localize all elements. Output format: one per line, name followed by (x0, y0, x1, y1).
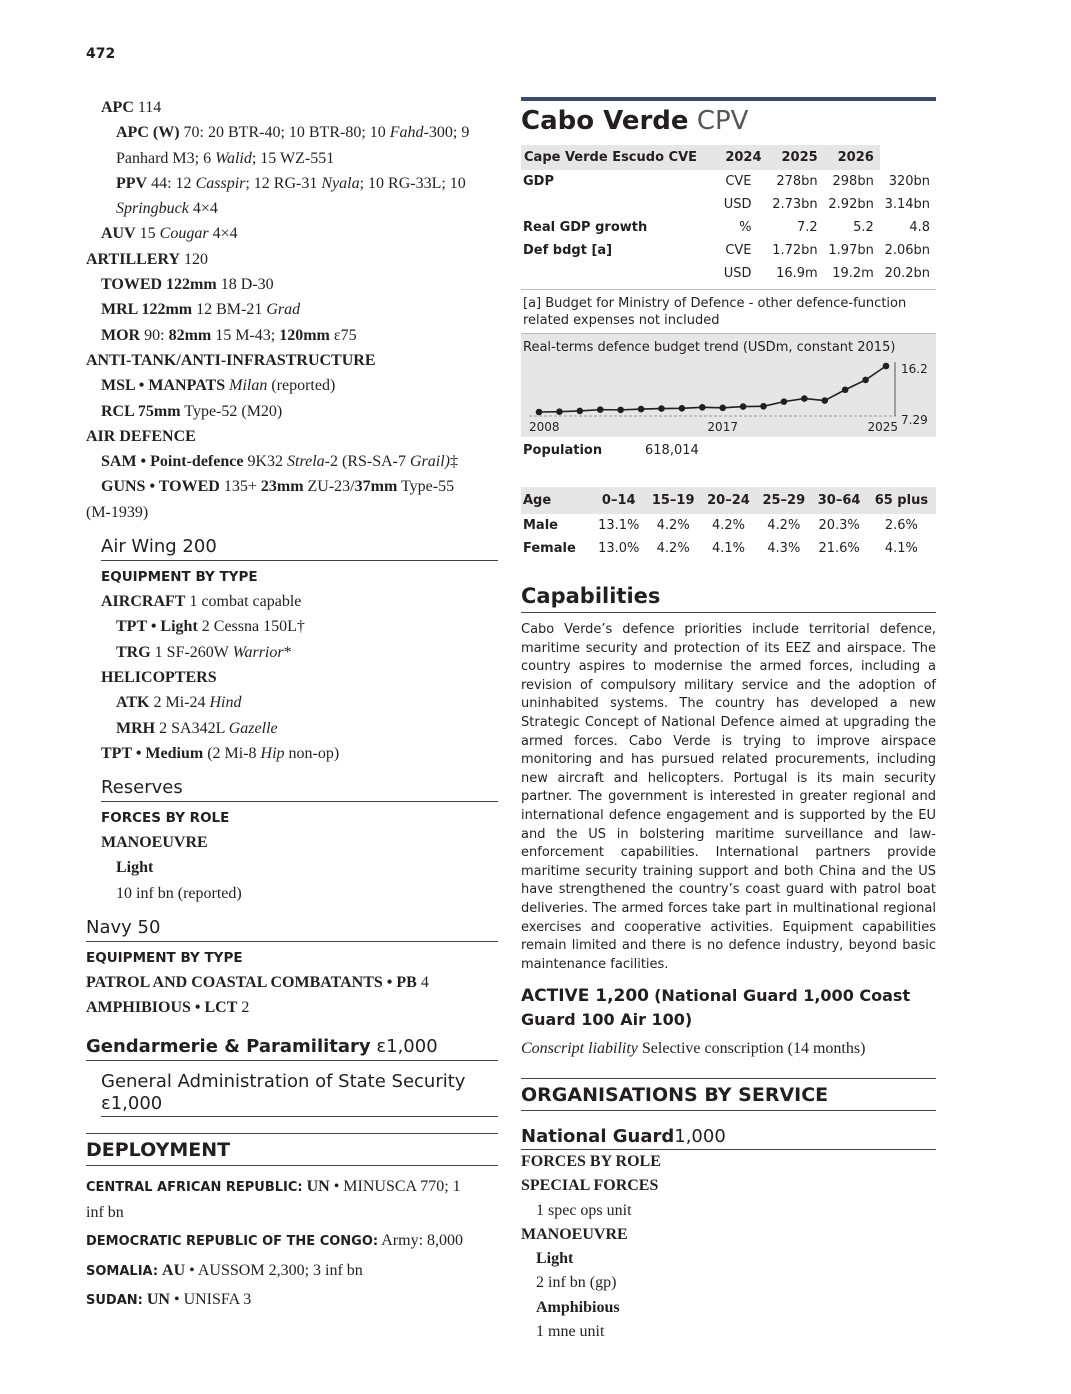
national-guard-heading: National Guard1,000 (521, 1125, 936, 1150)
ppv-line-2: Springbuck 4×4 (116, 200, 218, 218)
trend-point (556, 408, 563, 415)
trend-chart-svg (521, 334, 936, 438)
trend-point (638, 406, 645, 413)
deploy-somalia: SOMALIA: AU • AUSSOM 2,300; 3 inf bn (86, 1261, 363, 1279)
inf-gp-line: 2 inf bn (gp) (536, 1274, 617, 1292)
ng-manoeuvre-line: MANOEUVRE (521, 1225, 628, 1243)
econ-row: USD 2.73bn 2.92bn 3.14bn (723, 197, 930, 212)
navy-heading: Navy 50 (86, 916, 498, 942)
x-tick-label: 2025 (867, 420, 898, 434)
page-number: 472 (86, 46, 116, 62)
trend-point (597, 406, 604, 413)
orgs-heading: ORGANISATIONS BY SERVICE (521, 1078, 936, 1111)
atk-line: ATK 2 Mi-24 Hind (116, 694, 242, 712)
spec-ops-line: 1 spec ops unit (536, 1201, 632, 1219)
top-bar (521, 97, 936, 101)
trend-point (842, 386, 849, 393)
apc-line: APC 114 (101, 99, 162, 116)
x-tick-label: 2017 (707, 420, 738, 434)
patrol-line: PATROL AND COASTAL COMBATANTS • PB 4 (86, 974, 429, 992)
mrh-line: MRH 2 SA342L Gazelle (116, 719, 278, 737)
navy-eq-heading: EQUIPMENT BY TYPE (86, 950, 243, 967)
artillery-line: ARTILLERY 120 (86, 250, 209, 268)
reserves-heading: Reserves (101, 776, 498, 802)
budget-note: [a] Budget for Ministry of Defence - other defence-function related expenses not included (521, 289, 936, 333)
rcl-line: RCL 75mm Type-52 (M20) (101, 402, 283, 420)
trg-line: TRG 1 SF-260W Warrior* (116, 643, 292, 661)
trend-line (539, 366, 886, 412)
economic-table (521, 145, 936, 285)
y-tick-label: 7.29 (901, 413, 928, 427)
trend-point (577, 408, 584, 415)
amphibious-sub-line: Amphibious (536, 1298, 620, 1316)
trend-point (699, 404, 706, 411)
trend-point (760, 403, 767, 410)
eq-by-type-heading: EQUIPMENT BY TYPE (101, 569, 258, 586)
budget-trend-chart (521, 333, 936, 437)
gass-heading: General Administration of State Security ε1,000 (101, 1071, 498, 1117)
inf-bn-line: 10 inf bn (reported) (116, 884, 242, 902)
light-line: Light (116, 859, 154, 877)
deploy-drc: DEMOCRATIC REPUBLIC OF THE CONGO: Army: 8,000 (86, 1232, 464, 1250)
age-table (521, 487, 936, 560)
conscript-liability: Conscript liability Selective conscription (14 months) (521, 1040, 866, 1058)
ng-light-line: Light (536, 1250, 574, 1268)
age-female-row: Female 13.0% 4.2% 4.1% 4.3% 21.6% 4.1% (523, 541, 918, 556)
trend-point (883, 363, 890, 370)
econ-header-row: Cape Verde Escudo CVE 2024 2025 2026 (521, 145, 936, 170)
country-title: Cabo Verde CPV (521, 106, 749, 136)
econ-row: Def bdgt [a] CVE 1.72bn 1.97bn 2.06bn (523, 243, 930, 258)
mor-line: MOR 90: 82mm 15 M-43; 120mm ε75 (101, 326, 357, 344)
trend-point (617, 407, 624, 414)
mrl-line: MRL 122mm 12 BM-21 Grad (101, 301, 301, 319)
econ-row: GDP CVE 278bn 298bn 320bn (523, 174, 930, 189)
trend-point (781, 398, 788, 405)
amphibious-line: AMPHIBIOUS • LCT 2 (86, 999, 250, 1017)
deploy-car-2: inf bn (86, 1203, 124, 1221)
age-header-row: Age 0–14 15–19 20–24 25–29 30–64 65 plus (521, 487, 936, 514)
trend-point (679, 405, 686, 412)
left-column (86, 95, 498, 1313)
capabilities-text: Cabo Verde’s defence priorities include territorial defence, maritime security and protection of its EEZ and airspace. The country aspires to modernise the armed forces, including a revision of compulsory military service and the adoption of uninhabited systems. The country has developed a new Strategic Concept of National Defence aimed at upgrading the armed forces. Cabo Verde is trying to improve airspace monitoring and has pursued related procurements, including new aircraft and helicopters. Portugal is its main security partner. The government is interested in greater regional and international defence engagement and is supported by the EU and the US in bolstering maritime surveillance and law-enforcement capabilities. International partners provide maritime security training support and both China and the US have strengthened the country’s coast guard with patrol boat deliveries. The armed forces take part in multinational regional exercises and cooperative activities. Equipment capabilities remain limited and there is no defence industry, beyond basic maintenance facilities. (521, 622, 936, 972)
mne-line: 1 mne unit (536, 1322, 605, 1340)
apc-w-line: APC (W) 70: 20 BTR-40; 10 BTR-80; 10 Fahd-300; 9 (116, 124, 470, 142)
ng-forces-by-role: FORCES BY ROLE (521, 1153, 661, 1171)
guns-line: GUNS • TOWED 135+ 23mm ZU-23/37mm Type-55 (101, 478, 455, 496)
special-forces-line: SPECIAL FORCES (521, 1177, 659, 1195)
trend-point (719, 405, 726, 412)
chart-title: Real-terms defence budget trend (USDm, constant 2015) (523, 340, 896, 355)
econ-row: USD 16.9m 19.2m 20.2bn (723, 266, 930, 281)
manoeuvre-line: MANOEUVRE (101, 834, 208, 852)
aircraft-line: AIRCRAFT 1 combat capable (101, 593, 302, 611)
deploy-car: CENTRAL AFRICAN REPUBLIC: UN • MINUSCA 770; 1 (86, 1177, 461, 1195)
trend-point (862, 377, 869, 384)
forces-by-role-heading: FORCES BY ROLE (101, 810, 230, 827)
tpt-medium-line: TPT • Medium (2 Mi-8 Hip non-op) (101, 744, 340, 762)
towed-line: TOWED 122mm 18 D-30 (101, 276, 274, 294)
deploy-sudan: SUDAN: UN • UNISFA 3 (86, 1290, 252, 1308)
air-defence-line: AIR DEFENCE (86, 427, 196, 445)
guns-line-2: (M-1939) (86, 503, 149, 521)
x-tick-label: 2008 (529, 420, 560, 434)
msl-line: MSL • MANPATS Milan (reported) (101, 377, 336, 395)
tpt-light-line: TPT • Light 2 Cessna 150L† (116, 618, 305, 636)
trend-point (658, 405, 665, 412)
air-wing-heading: Air Wing 200 (101, 535, 498, 561)
trend-point (740, 403, 747, 410)
deployment-heading: DEPLOYMENT (86, 1133, 498, 1166)
y-tick-label: 16.2 (901, 362, 928, 376)
apc-w-line-2: Panhard M3; 6 Walid; 15 WZ-551 (116, 149, 335, 167)
helicopters-line: HELICOPTERS (101, 668, 217, 686)
trend-point (536, 409, 543, 416)
gendarmerie-heading: Gendarmerie & Paramilitary ε1,000 (86, 1035, 498, 1061)
sam-line: SAM • Point-defence 9K32 Strela-2 (RS-SA-7 Grail)‡ (101, 453, 458, 471)
capabilities-heading: Capabilities (521, 582, 936, 613)
ppv-line: PPV 44: 12 Casspir; 12 RG-31 Nyala; 10 RG-33L; 10 (116, 174, 466, 192)
active-personnel: ACTIVE 1,200 (National Guard 1,000 Coast Guard 100 Air 100) (521, 986, 911, 1030)
anti-tank-line: ANTI-TANK/ANTI-INFRASTRUCTURE (86, 351, 376, 369)
trend-point (821, 397, 828, 404)
population-row: Population 618,014 (523, 443, 699, 458)
right-column (521, 97, 936, 1344)
auv-line: AUV 15 Cougar 4×4 (101, 225, 238, 243)
age-male-row: Male 13.1% 4.2% 4.2% 4.2% 20.3% 2.6% (523, 518, 918, 533)
econ-row: Real GDP growth % 7.2 5.2 4.8 (523, 220, 930, 235)
trend-point (801, 395, 808, 402)
